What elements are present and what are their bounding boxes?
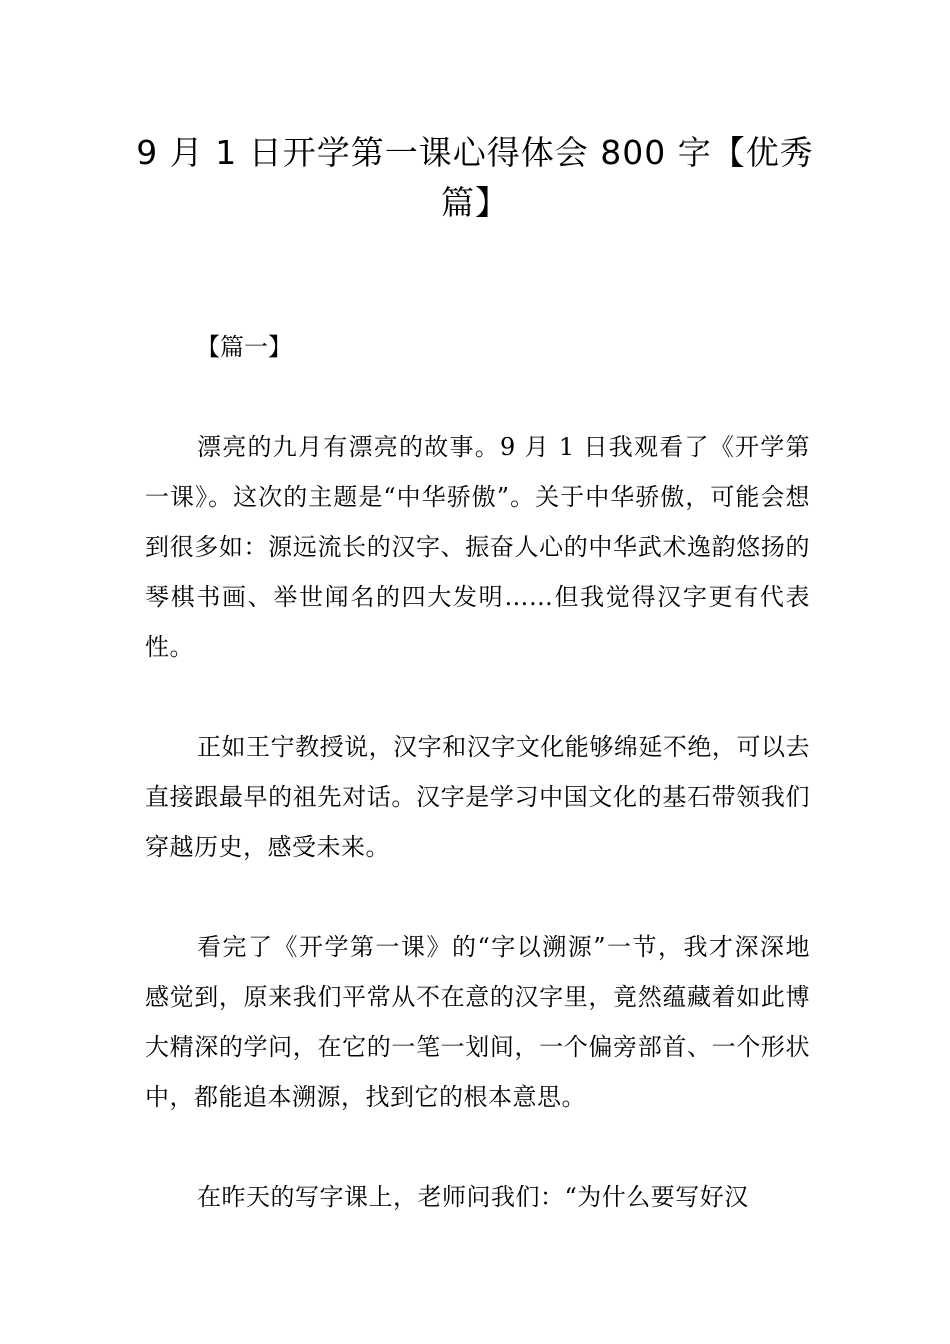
paragraph-2: 正如王宁教授说，汉字和汉字文化能够绵延不绝，可以去直接跟最早的祖先对话。汉字是学习中国文化的基石带领我们穿越历史，感受未来。 bbox=[145, 733, 810, 861]
section-label: 【篇一】 bbox=[196, 333, 292, 361]
document-title: 9 月 1 日开学第一课心得体会 800 字【优秀篇】 bbox=[136, 133, 814, 222]
paragraph-3: 看完了《开学第一课》的“字以溯源”一节，我才深深地感觉到，原来我们平常从不在意的汉字里，竟然蕴藏着如此博大精深的学问，在它的一笔一划间，一个偏旁部首、一个形状中，都能追本溯源，找到它的根本意思。 bbox=[145, 933, 810, 1111]
paragraph-1: 漂亮的九月有漂亮的故事。9 月 1 日我观看了《开学第一课》。这次的主题是“中华骄傲”。关于中华骄傲，可能会想到很多如：源远流长的汉字、振奋人心的中华武术逸韵悠扬的琴棋书画、举世闻名的四大发明……但我觉得汉字更有代表性。 bbox=[145, 433, 810, 661]
paragraph-4: 在昨天的写字课上，老师问我们：“为什么要写好汉 bbox=[197, 1183, 749, 1211]
